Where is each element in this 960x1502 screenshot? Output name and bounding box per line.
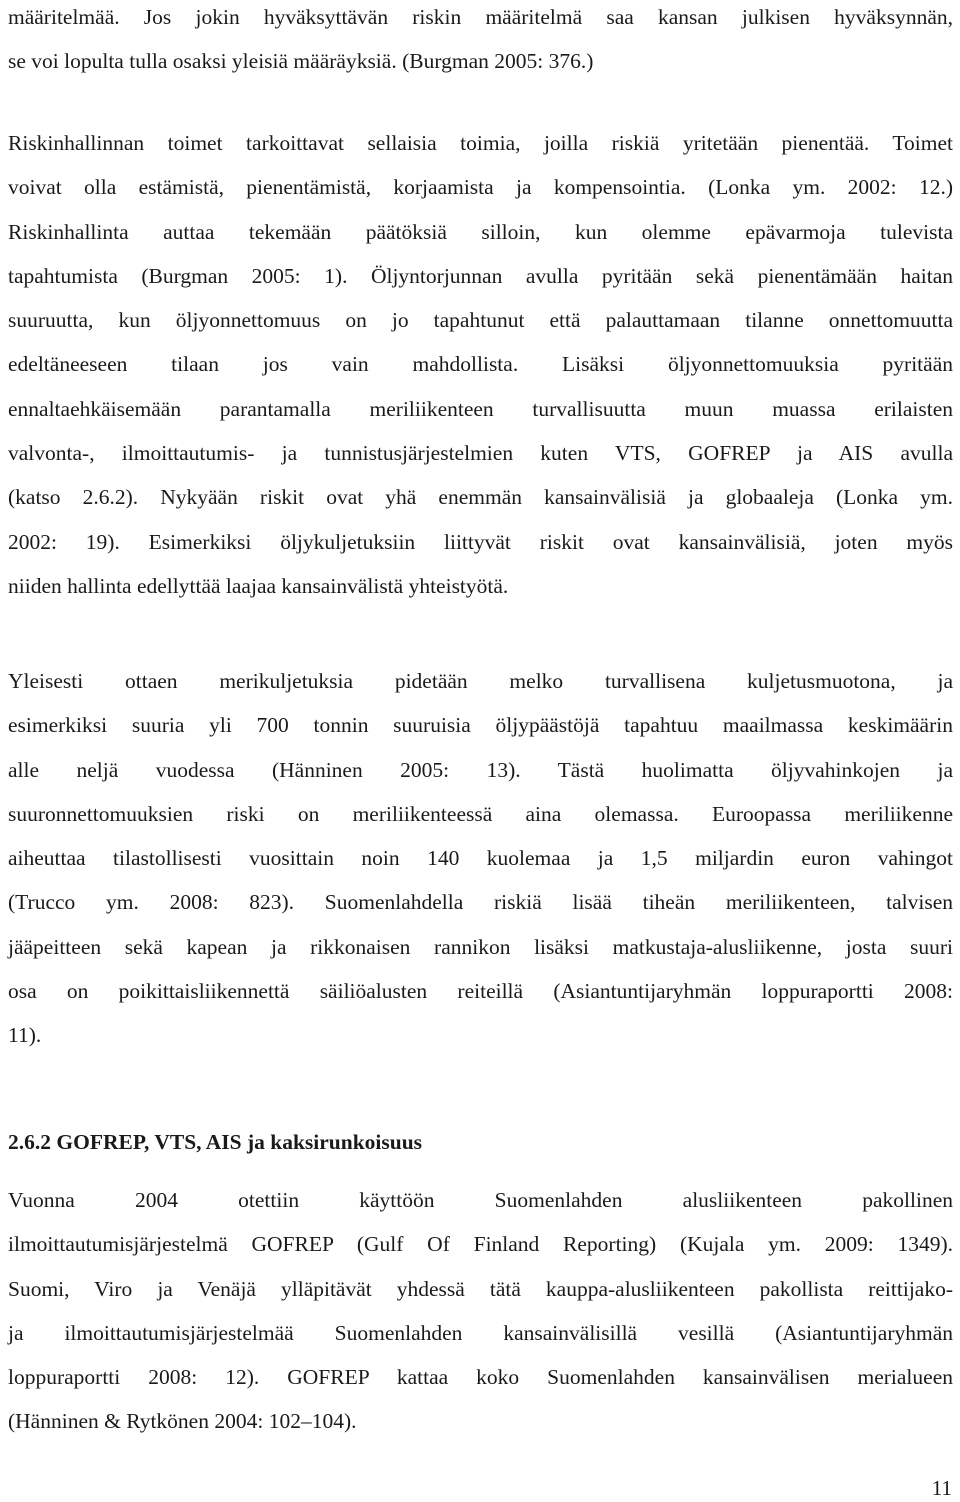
text-line: niiden hallinta edellyttää laajaa kansainvälistä yhteistyötä. [8,573,509,598]
text-line: suuruutta, kun öljyonnettomuus on jo tapahtunut että palauttamaan tilanne onnettomuutta [8,308,953,333]
paragraph-maritime-safety [8,659,953,1058]
text-line: määritelmää. Jos jokin hyväksyttävän riskin määritelmä saa kansan julkisen hyväksynnän, [8,5,953,29]
text-line: Riskinhallinta auttaa tekemään päätöksiä silloin, kun olemme epävarmoja tulevista [8,219,953,244]
text-line: edeltäneeseen tilaan jos vain mahdollista. Lisäksi öljyonnettomuuksia pyritään [8,352,953,377]
paragraph [8,121,953,608]
text-line: esimerkiksi suuria yli 700 tonnin suuruisia öljypäästöjä tapahtuu maailmassa keskimäärin [8,713,953,738]
text-line: Suomi, Viro ja Venäjä ylläpitävät yhdessä tätä kauppa-alusliikenteen pakollista reittijako- [8,1276,953,1301]
text-line: suuronnettomuuksien riski on meriliikenteessä aina olemassa. Euroopassa meriliikenne [8,801,953,826]
section-heading: 2.6.2 GOFREP, VTS, AIS ja kaksirunkoisuus [8,1130,423,1154]
text-line: Vuonna 2004 otettiin käyttöön Suomenlahden alusliikenteen pakollinen [8,1188,953,1212]
text-line: ennaltaehkäisemään parantamalla meriliikenteen turvallisuutta muun muassa erilaisten [8,396,953,421]
text-line: ja ilmoittautumisjärjestelmää Suomenlahden kansainvälisillä vesillä (Asiantuntijaryhmän [8,1320,953,1345]
text-line: jääpeitteen sekä kapean ja rikkonaisen rannikon lisäksi matkustaja-alusliikenne, josta suuri [8,934,953,959]
page-number: 11 [931,1476,952,1500]
text-line: (katso 2.6.2). Nykyään riskit ovat yhä enemmän kansainvälisiä ja globaaleja (Lonka ym. [8,485,953,510]
text-line: (Trucco ym. 2008: 823). Suomenlahdella riskiä lisää tiheän meriliikenteen, talvisen [8,890,953,915]
text-line: voivat olla estämistä, pienentämistä, korjaamista ja kompensointia. (Lonka ym. 2002: 12.) [8,175,953,200]
text-line: se voi lopulta tulla osaksi yleisiä määräyksiä. (Burgman 2005: 376.) [8,49,594,74]
text-line: (Hänninen & Rytkönen 2004: 102–104). [8,1409,357,1434]
paragraph [8,1178,953,1444]
paragraph-gofrep [8,1178,953,1444]
text-line: loppuraportti 2008: 12). GOFREP kattaa koko Suomenlahden kansainvälisen merialueen [8,1365,953,1390]
text-line: osa on poikittaisliikennettä säiliöalusten reiteillä (Asiantuntijaryhmän loppuraportti 2008: [8,979,953,1004]
text-line: ilmoittautumisjärjestelmä GOFREP (Gulf Of Finland Reporting) (Kujala ym. 2009: 1349). [8,1232,953,1257]
text-line: tapahtumista (Burgman 2005: 1). Öljyntorjunnan avulla pyritään sekä pienentämään haitan [8,263,953,288]
text-line: alle neljä vuodessa (Hänninen 2005: 13). Tästä huolimatta öljyvahinkojen ja [8,757,953,782]
text-line: 11). [8,1023,42,1048]
paragraph [8,0,953,84]
text-line: 2002: 19). Esimerkiksi öljykuljetuksiin liittyvät riskit ovat kansainvälisiä, joten myös [8,529,953,554]
paragraph-continuation [8,0,953,84]
text-line: Riskinhallinnan toimet tarkoittavat sellaisia toimia, joilla riskiä yritetään pienentää. Toimet [8,131,953,155]
paragraph [8,659,953,1058]
text-line: aiheuttaa tilastollisesti vuosittain noin 140 kuolemaa ja 1,5 miljardin euron vahingot [8,846,953,871]
paragraph-risk-management [8,121,953,608]
text-line: valvonta-, ilmoittautumis- ja tunnistusjärjestelmien kuten VTS, GOFREP ja AIS avulla [8,441,953,466]
text-line: Yleisesti ottaen merikuljetuksia pidetään melko turvallisena kuljetusmuotona, ja [8,669,953,693]
